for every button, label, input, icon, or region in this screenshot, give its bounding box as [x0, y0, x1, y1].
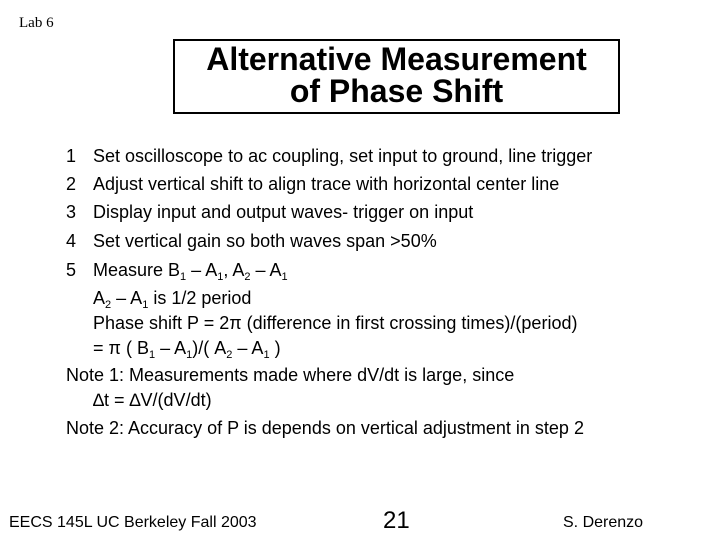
lab-label: Lab 6 [19, 15, 54, 31]
title-line-1: Alternative Measurement [206, 41, 587, 77]
step-text: Set vertical gain so both waves span >50% [93, 231, 437, 251]
page-number: 21 [383, 507, 410, 534]
note-1-formula: ∆t = ∆V/(dV/dt) [93, 390, 212, 410]
title-box [173, 39, 620, 114]
note-1: Note 1: Measurements made where dV/dt is large, since [66, 365, 515, 385]
title-line-2: of Phase Shift [289, 73, 504, 109]
step-number: 3 [66, 202, 77, 222]
footer-course: EECS 145L UC Berkeley Fall 2003 [9, 514, 257, 531]
phase-shift-line: Phase shift P = 2π (difference in first crossing times)/(period) [93, 313, 578, 333]
note-2: Note 2: Accuracy of P is depends on vertical adjustment in step 2 [66, 418, 584, 438]
step-text: Display input and output waves- trigger on input [93, 202, 474, 222]
step-number: 4 [66, 231, 77, 251]
step-number: 2 [66, 174, 77, 194]
half-period-line: $A_2 - A_1$ is 1/2 period [93, 288, 252, 311]
footer-author: S. Derenzo [563, 514, 644, 531]
step-number: 5 [66, 260, 77, 280]
phase-formula-line: = π ( $B_1 - A_1)/$( $A_2 - A_1$ ) [93, 338, 281, 361]
step-text: Measure $B_1 - A_1$, $A_2 - A_1$ [93, 260, 288, 283]
step-number: 1 [66, 146, 77, 166]
step-text: Adjust vertical shift to align trace with horizontal center line [93, 174, 560, 194]
step-text: Set oscilloscope to ac coupling, set input to ground, line trigger [93, 146, 593, 166]
